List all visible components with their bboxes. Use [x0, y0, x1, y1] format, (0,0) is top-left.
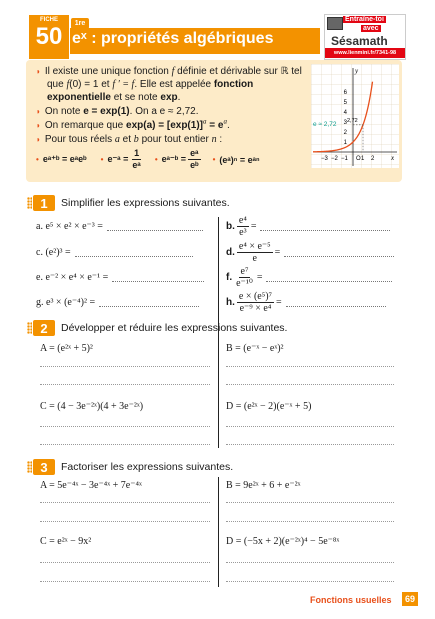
answer-line[interactable] — [226, 581, 394, 582]
sup-a: a — [223, 117, 227, 126]
bullet-icon: ◗ — [36, 67, 41, 76]
exercise-3-header — [33, 459, 233, 475]
var-a: a — [114, 134, 120, 145]
exercise-2-header — [33, 320, 287, 336]
bullet-icon: ◗ — [36, 121, 41, 130]
var-b: b — [133, 134, 139, 145]
exp-graph — [311, 64, 399, 168]
exercise-3-separator — [218, 477, 219, 587]
numerator: 1 — [134, 148, 140, 158]
text: . On a e ≈ 2,72. — [129, 106, 199, 117]
answer-line[interactable] — [226, 366, 394, 367]
answer-line[interactable] — [226, 426, 394, 427]
y-tick-label: 5 — [343, 100, 347, 106]
denominator: e³ — [239, 227, 247, 238]
ex3-A: A = 5e⁻⁴ˣ − 3e⁻⁴ˣ + 7e⁻⁴ˣ — [40, 480, 142, 491]
x-tick-label: 2 — [371, 156, 375, 162]
text: et se note — [113, 92, 158, 103]
summary-bullet-2 — [36, 106, 199, 117]
denominator: e⁻¹⁰ — [236, 278, 253, 289]
exercise-1-title: Simplifier les expressions suivantes. — [61, 197, 230, 209]
ex1-item-e — [36, 272, 204, 283]
ex1-item-b — [226, 215, 390, 238]
answer-line[interactable] — [286, 298, 386, 307]
ex1-h-fraction — [237, 291, 274, 314]
ex1-f-label: f. — [226, 272, 233, 283]
x-tick-label: −1 — [341, 156, 348, 162]
y-tick-label: 6 — [343, 90, 347, 96]
ex3-D: D = (−5x + 2)(e⁻²ˣ)⁴ − 5e⁻⁸ˣ — [226, 536, 340, 547]
y-tick-label: 1 — [343, 140, 347, 146]
ex1-g-text: g. e³ × (e⁻⁴)² = — [36, 297, 96, 308]
formula-row — [36, 148, 260, 171]
text: On remarque que — [44, 120, 124, 131]
answer-line[interactable] — [260, 222, 390, 231]
bullet-icon: • — [36, 155, 39, 164]
answer-line[interactable] — [226, 384, 394, 385]
summary-bullet-1-line-2 — [47, 79, 253, 90]
text: et — [122, 134, 132, 145]
exercise-2-separator — [218, 338, 219, 448]
derivative-eq: f ′ = f — [112, 79, 135, 90]
answer-line[interactable] — [107, 222, 203, 231]
bullet-icon: • — [154, 155, 158, 164]
answer-line[interactable] — [99, 298, 199, 307]
fiche-label: FICHE — [40, 17, 58, 23]
equals: = — [250, 221, 257, 232]
bold-text: exp(a) = [exp(1)] — [126, 120, 203, 131]
bold-text: e = exp(1) — [83, 106, 130, 117]
formula-3-fraction — [188, 148, 201, 171]
answer-line[interactable] — [75, 248, 193, 257]
bold-text: fonction — [213, 79, 254, 90]
bold-text: = e — [206, 120, 224, 131]
fiche-number: 50 — [35, 23, 63, 50]
exercise-2-badge: 2 — [33, 320, 55, 336]
x-tick-label: −2 — [331, 156, 338, 162]
answer-line[interactable] — [266, 273, 392, 282]
answer-line[interactable] — [226, 521, 394, 522]
ex1-item-d — [226, 241, 394, 264]
equals: = — [276, 297, 282, 308]
summary-bullet-4: ◗ Pour tous réels a et b pour tout entier n : — [36, 134, 223, 145]
x-tick-label: O — [356, 156, 361, 162]
equals: = — [256, 272, 263, 283]
ex1-item-a — [36, 221, 203, 232]
text: . Elle est appelée — [134, 79, 212, 90]
ex1-b-label: b. — [226, 221, 235, 232]
page-title: eˣ : propriétés algébriques — [72, 30, 274, 47]
text: Il existe une unique fonction — [44, 66, 169, 77]
answer-line[interactable] — [40, 366, 210, 367]
ex2-A: A = (e²ˣ + 5)² — [40, 343, 93, 354]
level-badge: 1re — [71, 18, 89, 29]
bold-text: exponentielle — [47, 92, 111, 103]
exercise-3-title: Factoriser les expressions suivantes. — [61, 461, 234, 473]
denominator: e — [252, 253, 257, 264]
text: Pour tous réels — [44, 134, 113, 145]
ex1-item-h — [226, 291, 386, 314]
promo-box[interactable] — [324, 14, 406, 60]
summary-bullet-1 — [36, 66, 302, 77]
ex2-D: D = (e²ˣ − 2)(e⁻ˣ + 5) — [226, 401, 312, 412]
ex3-C: C = e²ˣ − 9x² — [40, 536, 92, 547]
answer-line[interactable] — [40, 502, 210, 503]
y-tick-label: 3 — [343, 120, 347, 126]
answer-line[interactable] — [226, 502, 394, 503]
ex1-d-fraction — [237, 241, 273, 264]
var-n: n — [211, 134, 217, 145]
f-symbol: f — [171, 66, 175, 77]
text: définie et dérivable sur ℝ tel — [177, 66, 302, 77]
answer-line[interactable] — [40, 562, 210, 563]
numerator: e⁷ — [240, 266, 249, 277]
answer-line[interactable] — [40, 444, 210, 445]
bullet-icon: • — [212, 155, 216, 164]
formula-4: (eᵃ)ⁿ = eᵃⁿ — [219, 154, 260, 165]
promo-line-1: Entraîne-toi — [345, 16, 384, 23]
bold-text: exp — [160, 92, 178, 103]
answer-line[interactable] — [284, 248, 394, 257]
numerator: eᵃ — [190, 148, 199, 158]
bullet-icon: ◗ — [36, 107, 41, 116]
numerator: e⁴ — [238, 215, 247, 226]
text: (0) = 1 et — [69, 79, 110, 90]
ex1-c-text: c. (e²)³ = — [36, 247, 71, 258]
brand-logo: Sésamath — [331, 34, 388, 48]
equals: = — [274, 247, 281, 258]
text: pour tout entier — [141, 134, 209, 145]
exercise-2-title: Développer et réduire les expressions suivantes. — [61, 322, 288, 334]
answer-line[interactable] — [40, 581, 210, 582]
promo-link[interactable]: www.lienmini.fr/7341-98 — [325, 48, 405, 58]
ex2-B: B = (e⁻ˣ − eˣ)² — [226, 343, 284, 354]
y-tick-special: 2,72 — [347, 118, 358, 124]
formula-2: e⁻ᵃ = — [107, 154, 129, 164]
sup-a: a — [202, 117, 207, 126]
promo-line-2: avec — [363, 25, 379, 32]
ex1-f-fraction — [234, 266, 255, 289]
answer-line[interactable] — [226, 562, 394, 563]
summary-bullet-3: ◗ On remarque que $\exp(a) = [\exp(1)]^a = e^a$. — [36, 117, 230, 131]
footer-section: Fonctions usuelles — [310, 595, 392, 605]
text: On note — [44, 106, 81, 117]
answer-line[interactable] — [226, 444, 394, 445]
formula-2-fraction — [130, 148, 142, 171]
ex1-h-label: h. — [226, 297, 235, 308]
ex1-item-g — [36, 297, 199, 308]
bullet-icon: ◗ — [36, 135, 41, 144]
ex1-b-fraction — [237, 215, 249, 238]
text: que — [47, 79, 64, 90]
x-axis-label: x — [391, 154, 395, 162]
numerator: e × (e⁵)⁷ — [238, 291, 273, 302]
answer-line[interactable] — [40, 521, 210, 522]
exercise-1-header — [33, 195, 230, 211]
answer-line[interactable] — [40, 426, 210, 427]
formula-3: eᵃ⁻ᵇ = — [161, 154, 187, 164]
screen-icon — [327, 17, 343, 30]
f-symbol: f — [66, 79, 70, 90]
y-tick-label: 4 — [343, 110, 347, 116]
ex1-d-label: d. — [226, 247, 235, 258]
page-number: 69 — [402, 592, 418, 606]
exercise-3-badge: 3 — [33, 459, 55, 475]
numerator: e⁴ × e⁻⁵ — [238, 241, 271, 252]
denominator: eᵃ — [132, 160, 141, 170]
denominator: e⁻⁹ × e⁴ — [239, 303, 272, 314]
formula-1: eᵃ⁺ᵇ = eᵃeᵇ — [42, 154, 87, 164]
x-tick-label: 1 — [361, 156, 365, 162]
ex1-e-text: e. e⁻² × e⁴ × e⁻¹ = — [36, 272, 109, 283]
x-tick-label: −3 — [321, 156, 328, 162]
bullet-icon: • — [100, 155, 104, 164]
denominator: eᵇ — [190, 160, 199, 170]
summary-bullet-1-line-3: exponentielle et se note exp. — [47, 92, 181, 103]
answer-line[interactable] — [112, 273, 204, 282]
ex1-item-c — [36, 247, 193, 258]
ex2-C: C = (4 − 3e⁻²ˣ)(4 + 3e⁻²ˣ) — [40, 401, 144, 412]
curve-label: e ≈ 2,72 — [313, 121, 337, 128]
ex3-B: B = 9e²ˣ + 6 + e⁻²ˣ — [226, 480, 301, 491]
y-tick-label: 2 — [343, 130, 347, 136]
ex1-a-text: a. e⁵ × e² × e⁻³ = — [36, 221, 103, 232]
exercise-1-badge: 1 — [33, 195, 55, 211]
ex1-item-f — [226, 266, 392, 289]
answer-line[interactable] — [40, 384, 210, 385]
fiche-badge — [28, 14, 70, 60]
y-axis-label: y — [355, 67, 359, 75]
